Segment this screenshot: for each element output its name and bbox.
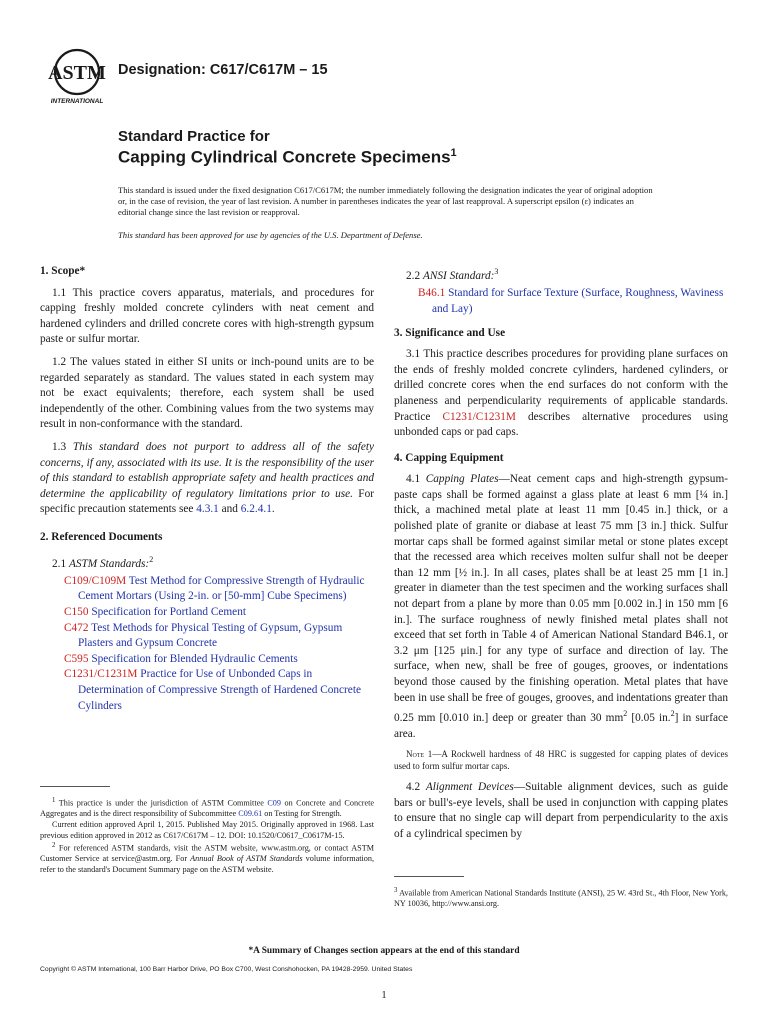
intro-note: This standard is issued under the fixed designation C617/C617M; the number immediately following the designation indicates the year of original adoption or, in the case of revision, the year of last revision. A number in parentheses indicates the year of last reapproval. A superscript epsilon (ε) indicates an editorial change since the last revision or reapproval. bbox=[118, 185, 653, 217]
paragraph: 4.2 Alignment Devices—Suitable alignment devices, such as guide bars or bull's-eye levels, shall be used in conjunction with capping plates to ensure that no single cap will depart from perpendicularity to the axis of a cylindrical specimen by bbox=[394, 781, 728, 840]
subheading: 2.2 ANSI Standard:$^3$ bbox=[406, 267, 499, 282]
title-line1: Standard Practice for bbox=[118, 128, 270, 145]
reference-item[interactable]: C472 Test Methods for Physical Testing of Gypsum, Gypsum Plasters and Gypsum Concrete bbox=[64, 621, 343, 650]
footnote-3: $^3$ Available from American National Standards Institute (ANSI), 25 W. 43rd St., 4th Floor, New York, NY 10036, http://www.ansi.org. bbox=[394, 887, 728, 909]
svg-text:ASTM: ASTM bbox=[48, 62, 106, 84]
reference-item[interactable]: B46.1 Standard for Surface Texture (Surface, Roughness, Waviness and Lay) bbox=[418, 287, 724, 315]
copyright: Copyright © ASTM International, 100 Barr Harbor Drive, PO Box C700, West Conshohocken, PA 19428-2959. United States bbox=[40, 966, 413, 973]
reference-list bbox=[40, 574, 374, 714]
reference-item[interactable]: C1231/C1231M Practice for Use of Unbonded Caps in Determination of Compressive Strength of Hardened Concrete Cylinders bbox=[64, 668, 361, 712]
designation: Designation: C617/C617M – 15 bbox=[118, 62, 328, 78]
footnote-2: $^2$ For referenced ASTM standards, visit the ASTM website, www.astm.org, or contact ASTM Customer Service at service@astm.org. For Annual Book of ASTM Standards volume information, refer to the standard's Document Summary page on the ASTM website. bbox=[40, 842, 375, 875]
right-column bbox=[394, 264, 728, 850]
reference-link[interactable]: C1231/C1231M bbox=[442, 410, 516, 423]
section-heading: 2. Referenced Documents bbox=[40, 530, 163, 543]
reference-item[interactable]: C595 Specification for Blended Hydraulic Cements bbox=[64, 652, 298, 665]
note: Note 1—A Rockwell hardness of 48 HRC is suggested for capping plates of devices used to form sulfur mortar caps. bbox=[394, 749, 728, 771]
section-link[interactable]: 6.2.4.1 bbox=[240, 503, 272, 516]
section-heading: 4. Capping Equipment bbox=[394, 451, 504, 464]
svg-text:INTERNATIONAL: INTERNATIONAL bbox=[50, 98, 104, 105]
summary-note: *A Summary of Changes section appears at the end of this standard bbox=[248, 946, 520, 956]
left-column bbox=[40, 264, 374, 714]
subheading: 2.1 ASTM Standards:$^2$ bbox=[52, 554, 154, 570]
paragraph: 1.1 This practice covers apparatus, materials, and procedures for capping freshly molded concrete cylinders with neat cement and hardened cylinders and drilled concrete cores with high-strength gypsum paste or sulfur mortar. bbox=[40, 286, 374, 346]
footnote-edition: Current edition approved April 1, 2015. Published May 2015. Originally approved in 1968. Last previous edition approved in 2012 as C617/C617M – 12. DOI: 10.1520/C0617_C0617M-15. bbox=[40, 819, 374, 840]
footnote-1: $^1$ This practice is under the jurisdiction of ASTM Committee C09 on Concrete and Concrete Aggregates and is the direct responsibility of Subcommittee C09.61 on Testing for Strength. bbox=[40, 797, 374, 819]
astm-logo bbox=[44, 46, 110, 106]
section-heading: 1. Scope* bbox=[40, 265, 86, 277]
reference-item[interactable]: C109/C109M Test Method for Compressive Strength of Hydraulic Cement Mortars (Using 2-in. or [50-mm] Cube Specimens) bbox=[64, 574, 365, 603]
reference-item[interactable]: C150 Specification for Portland Cement bbox=[64, 606, 246, 619]
footnote-rule bbox=[394, 876, 464, 877]
paragraph: 4.1 Capping Plates—Neat cement caps and high-strength gypsum-paste caps shall be formed against a glass plate at least 6 mm [¼ in.] thick, a machined metal plate at least 11 mm [0.45 in.] thick, or a polished plate of granite or diabase at least 75 mm [3 in.] thick. Sulfur mortar caps shall be formed against similar metal or stone plates except that the recessed area which receives molten sulfur shall not be deeper than 12 mm [½ in.]. In all cases, plates shall be at least 25 mm [1 in.] greater in diameter than the test specimen and the working surfaces shall not depart from a plane by more than 0.05 mm [0.002 in.] in 150 mm [6 in.]. The surface roughness of newly finished metal plates shall not exceed that set forth in Table 4 of American National Standard B46.1, or 3.2 μm [125 μin.] for any type of surface and direction of lay. The surface, when new, shall be free of gouges, grooves, or indentations beyond those caused by the finishing operation. Metal plates that have been in use shall be free of gouges, grooves, and indentations greater than 0.25 mm [0.010 in.] deep or greater than 30 $mm^2$ [0.05 in.$^2$] in surface area. bbox=[394, 473, 729, 740]
page-title: Capping Cylindrical Concrete Specimens$^1$ bbox=[118, 147, 457, 167]
section-heading: 3. Significance and Use bbox=[394, 326, 506, 339]
section-link[interactable]: 4.3.1 bbox=[196, 503, 219, 516]
paragraph: 1.3 This standard does not purport to address all of the safety concerns, if any, associated with its use. It is the responsibility of the user of this standard to establish appropriate safety and health practices and determine the applicability of regulatory limitations prior to use. For specific precaution statements see 4.3.1 and 6.2.4.1. bbox=[40, 440, 374, 516]
paragraph: 3.1 This practice describes procedures for providing plane surfaces on the ends of freshly molded concrete cylinders, hardened cylinders, or drilled concrete cores when the end surfaces do not conform with the planeness and perpendicularity requirements of applicable standards. Practice C1231/C1231M describes alternative procedures using unbonded caps or pad caps. bbox=[394, 348, 728, 439]
footnote-rule bbox=[40, 786, 110, 787]
footnotes-left bbox=[40, 796, 374, 876]
page-number: 1 bbox=[381, 990, 387, 1001]
dod-approval: This standard has been approved for use by agencies of the U.S. Department of Defense. bbox=[118, 230, 423, 240]
paragraph: 1.2 The values stated in either SI units or inch-pound units are to be regarded separately as standard. The values stated in each system may not be exact equivalents; therefore, each system shall be used independently of the other. Combining values from the two systems may result in non-conformance with the standard. bbox=[40, 355, 374, 431]
